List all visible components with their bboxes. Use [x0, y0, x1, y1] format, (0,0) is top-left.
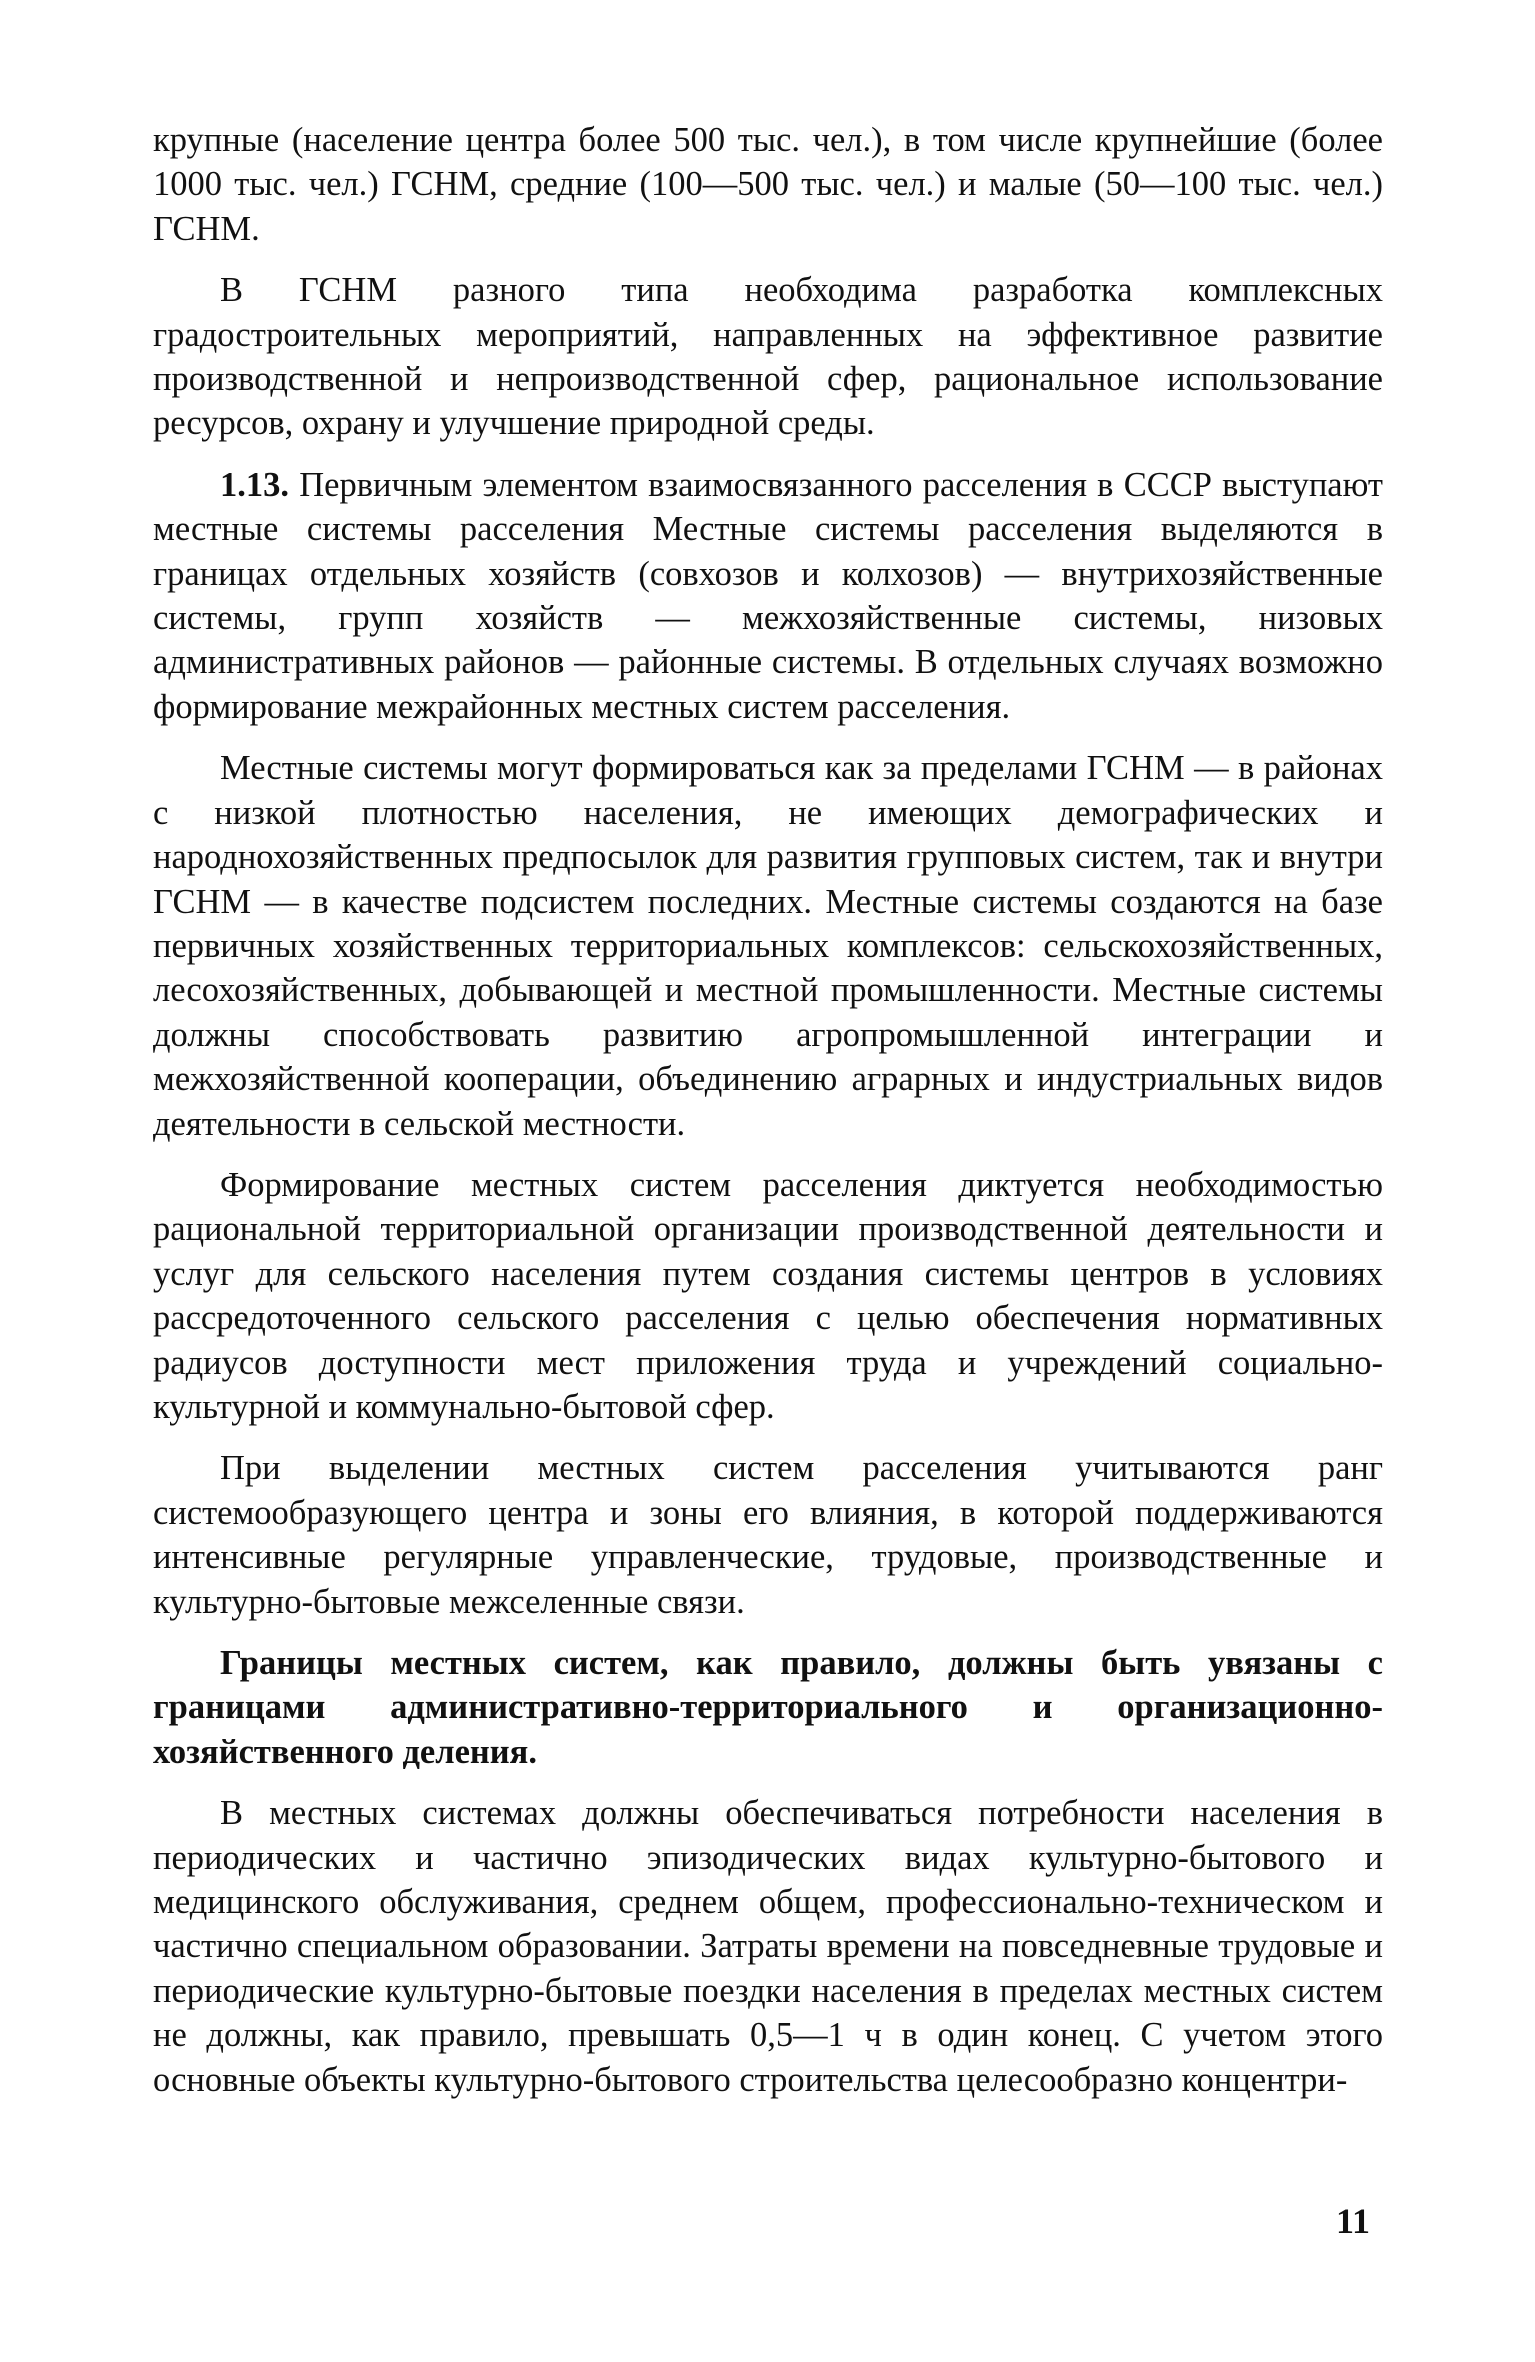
paragraph-7: Границы местных систем, как правило, должны быть увязаны с границами административно-территориального и организационно-хозяйственного деления. — [153, 1644, 1383, 1771]
paragraph-3-text: Первичным элементом взаимосвязанного расселения в СССР выступают местные системы расселения Местные системы расселения выделяются в границах отдельных хозяйств (совхозов и колхозов) — внутрихозяйственные системы, групп хозяйств — межхозяйственные системы, низовых административных районов — районные системы. В отдельных случаях возможно формирование межрайонных местных систем расселения. — [153, 465, 1383, 726]
paragraph-1: крупные (население центра более 500 тыс. чел.), в том числе крупнейшие (более 1000 тыс. чел.) ГСНМ, средние (100—500 тыс. чел.) и малые (50—100 тыс. чел.) ГСНМ. — [153, 121, 1383, 248]
paragraph-2: В ГСНМ разного типа необходима разработка комплексных градостроительных мероприятий, направленных на эффективное развитие производственной и непроизводственной сфер, рациональное использование ресурсов, охрану и улучшение природной среды. — [153, 271, 1383, 443]
paragraph-5: Формирование местных систем расселения диктуется необходимостью рациональной территориальной организации производственной деятельности и услуг для сельского населения путем создания системы центров в условиях рассредоточенного сельского расселения с целью обеспечения нормативных радиусов доступности мест приложения труда и учреждений социально-культурной и коммунально-бытовой сфер. — [153, 1165, 1383, 1426]
document-page — [153, 118, 1383, 2119]
paragraph-3 — [153, 463, 1383, 729]
paragraph-6: При выделении местных систем расселения учитываются ранг системообразующего центра и зоны его влияния, в которой поддерживаются интенсивные регулярные управленческие, трудовые, производственные и культурно-бытовые межселенные связи. — [153, 1449, 1383, 1621]
section-number: 1.13. — [220, 465, 289, 504]
paragraph-8: В местных системах должны обеспечиваться потребности населения в периодических и частично эпизодических видах культурно-бытового и медицинского обслуживания, среднем общем, профессионально-техническом и частично специальном образовании. Затраты времени на повседневные трудовые и периодические культурно-бытовые поездки населения в пределах местных систем не должны, как правило, превышать 0,5—1 ч в один конец. С учетом этого основные объекты культурно-бытового строительства целесообразно концентри- — [153, 1794, 1383, 2099]
paragraph-4: Местные системы могут формироваться как за пределами ГСНМ — в районах с низкой плотностью населения, не имеющих демографических и народнохозяйственных предпосылок для развития групповых систем, так и внутри ГСНМ — в качестве подсистем последних. Местные системы создаются на базе первичных хозяйственных территориальных комплексов: сельскохозяйственных, лесохозяйственных, добывающей и местной промышленности. Местные системы должны способствовать развитию агропромышленной интеграции и межхозяйственной кооперации, объединению аграрных и индустриальных видов деятельности в сельской местности. — [153, 749, 1383, 1143]
page-number: 11 — [1336, 2201, 1371, 2241]
